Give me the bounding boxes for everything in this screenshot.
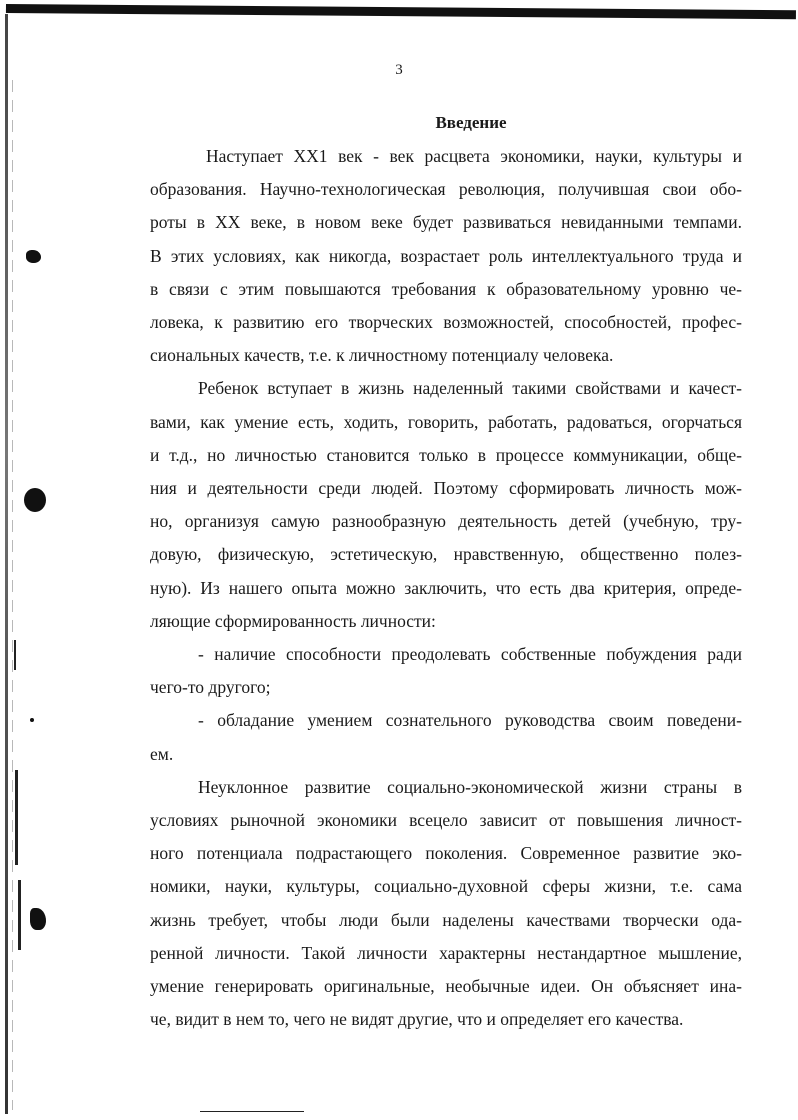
scan-top-border [6,4,796,19]
page-title: Введение [435,113,507,132]
hole-punch-mark [24,488,46,512]
paragraph-line: и т.д., но личностью становится только в процессе коммуникации, обще- [150,444,742,465]
list-item-line: ем. [150,743,174,764]
paragraph-line: ловека, к развитию его творческих возможностей, способностей, профес- [150,312,742,333]
paragraph-line: ляющие сформированность личности: [150,610,436,631]
binding-edge-mark [15,770,18,865]
binding-edge-mark [18,880,21,950]
document-body [150,140,742,1036]
hole-punch-mark [30,908,46,930]
paragraph-line: Ребенок вступает в жизнь наделенный такими свойствами и качест- [198,378,742,399]
paragraph-line: Неуклонное развитие социально-экономической жизни страны в [198,776,742,797]
ink-dot [30,718,34,722]
paragraph-line: роты в ХХ веке, в новом веке будет развиваться невиданными темпами. [150,212,742,233]
paragraph-line: ния и деятельности среди людей. Поэтому сформировать личность мож- [150,478,742,499]
list-item-line: - наличие способности преодолевать собственные побуждения ради [198,644,742,665]
paragraph-line: ного потенциала подрастающего поколения. Современное развитие эко- [150,843,742,864]
paragraph-line: в связи с этим повышаются требования к образовательному уровню че- [150,278,742,299]
paragraph-line: номики, науки, культуры, социально-духовной сферы жизни, т.е. сама [150,876,742,897]
paragraph-line: образования. Научно-технологическая революция, получившая свои обо- [150,179,742,200]
scan-binding-marks [12,80,13,1110]
paragraph-line: Наступает ХХ1 век - век расцвета экономики, науки, культуры и [206,146,742,166]
paragraph-line: довую, физическую, эстетическую, нравственную, общественно полез- [150,544,742,565]
paragraph-line: сиональных качеств, т.е. к личностному потенциалу человека. [150,345,614,366]
hole-punch-mark [26,250,41,263]
paragraph-line: ренной личности. Такой личности характерны нестандартное мышление, [150,942,742,963]
footnote-separator [200,1111,304,1112]
paragraph-line: условиях рыночной экономики всецело зависит от повышения личност- [150,810,742,831]
paragraph-line: ную). Из нашего опыта можно заключить, что есть два критерия, опреде- [150,577,742,598]
paragraph-line: вами, как умение есть, ходить, говорить, работать, радоваться, огорчаться [150,411,742,432]
list-item-line: чего-то другого; [150,677,271,698]
list-item-line: - обладание умением сознательного руководства своим поведени- [198,710,742,731]
page-number: 3 [395,62,403,78]
paragraph-line: жизнь требует, чтобы люди были наделены качествами творчески ода- [150,909,742,930]
paragraph-line: но, организуя самую разнообразную деятельность детей (учебную, тру- [150,511,742,532]
binding-edge-mark [14,640,16,670]
paragraph-line: че, видит в нем то, чего не видят другие, что и определяет его качества. [150,1009,684,1030]
paragraph-line: В этих условиях, как никогда, возрастает роль интеллектуального труда и [150,245,742,266]
scan-left-edge [5,14,8,1114]
paragraph-line: умение генерировать оригинальные, необычные идеи. Он объясняет ина- [150,976,742,997]
